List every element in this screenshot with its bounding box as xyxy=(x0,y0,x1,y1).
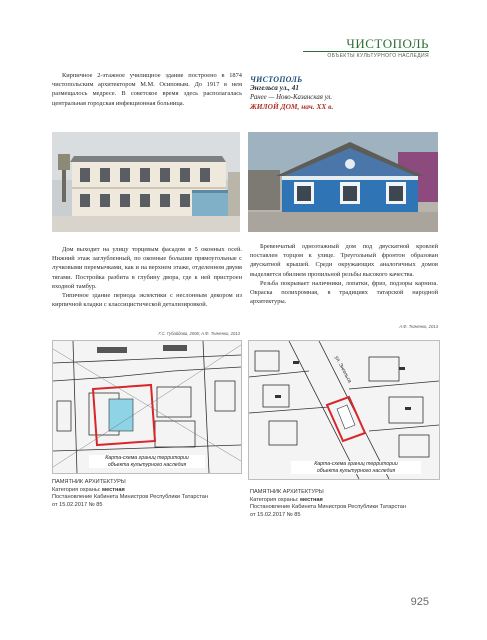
left-photo-credit: Г.С. Губайдова, 2006; А.Ф. Ткаченко, 2013 xyxy=(158,331,240,336)
right-decree-line-2: от 15.02.2017 № 85 xyxy=(250,511,301,518)
right-object-heading xyxy=(250,75,440,111)
right-building-photo xyxy=(248,132,438,232)
left-map-caption-line-1: Карта-схема границ территории xyxy=(105,455,189,461)
right-boundary-map xyxy=(248,340,440,480)
left-monument-info xyxy=(52,479,252,509)
left-description xyxy=(52,245,242,309)
right-description xyxy=(250,242,438,306)
left-intro-text xyxy=(52,71,242,108)
right-map-caption-line-1: Карта-схема границ территории xyxy=(314,461,398,467)
left-boundary-map xyxy=(52,340,242,474)
left-map-caption-line-2: объекта культурного наследия xyxy=(107,461,187,468)
page-number: 925 xyxy=(410,596,429,608)
wooden-house-image xyxy=(248,132,438,232)
right-category-label: Категория охраны: xyxy=(250,496,299,503)
right-address: Энгельса ул., 41 xyxy=(250,84,299,92)
left-description-paragraph-2: Типичное здание периода эклектики с неслонным декором из кирпичной кладки с классицистической детализировкой. xyxy=(52,292,242,309)
left-map-caption xyxy=(89,455,205,468)
right-map-caption xyxy=(291,461,421,474)
right-decree-line-1: Постановление Кабинета Министров Республики Татарстан xyxy=(250,504,406,511)
left-cadastral-map xyxy=(53,341,241,473)
right-map-caption-line-2: объекта культурного наследия xyxy=(316,467,396,474)
section-subtitle: ОБЪЕКТЫ КУЛЬТУРНОГО НАСЛЕДИЯ xyxy=(327,53,429,59)
left-building-photo xyxy=(52,132,240,232)
left-monument-type: ПАМЯТНИК АРХИТЕКТУРЫ xyxy=(52,479,126,485)
right-map-street-label: ул. Энгельса xyxy=(333,355,353,385)
header-divider xyxy=(303,51,429,52)
right-description-paragraph-2: Резьба покрывает наличники, лопатки, фриз, подзоры карниза. Окраска полихромная, в традициях татарской народной архитектуры. xyxy=(250,279,438,306)
left-decree-line-2: от 15.02.2017 № 85 xyxy=(52,501,103,508)
right-object-name: ЖИЛОЙ ДОМ, нач. XX в. xyxy=(250,102,334,111)
right-photo-credit: А.Ф. Ткаченко, 2013 xyxy=(399,324,438,329)
right-category-value: местная xyxy=(300,496,323,503)
right-protection-category xyxy=(250,497,450,505)
left-decree-line-1: Постановление Кабинета Министров Республики Татарстан xyxy=(52,494,208,501)
right-old-street-name: Ранее — Ново-Казанская ул. xyxy=(250,94,333,101)
brick-school-image xyxy=(52,132,240,232)
right-monument-info xyxy=(250,489,450,519)
right-monument-type: ПАМЯТНИК АРХИТЕКТУРЫ xyxy=(250,489,324,495)
left-category-label: Категория охраны: xyxy=(52,486,101,493)
right-city: ЧИСТОПОЛЬ xyxy=(250,75,303,84)
left-category-value: местная xyxy=(102,486,125,493)
left-description-paragraph-1: Дом выходит на улицу торцевым фасадом в 5 оконных осей. Нижний этаж заглубленный, по оконные большие прямоугольные с лучковыми перемычками, как и на верхнем этаже, отделенном двумя тягами. Постройка разбита в глубину двора, где к ней пристроен входной тамбур. xyxy=(52,246,242,290)
left-protection-category xyxy=(52,487,252,495)
section-title: ЧИСТОПОЛЬ xyxy=(346,36,429,51)
left-intro-paragraph: Кирпичное 2-этажное училищное здание построено в 1874 чистопольским архитектором М.М. Осиповым. До 1917 в нем размещалось медресе. В советское время здесь располагалась центральная городская инфекционная больница. xyxy=(52,72,242,107)
right-cadastral-map xyxy=(249,341,439,479)
right-description-paragraph-1: Бревенчатый одноэтажный дом под двускатной кровлей поставлен торцом к улице. Треугольный фронтон образован двускатной крышей. Среди окружающих аналогичных домов выделяется обилием пропильной резьбы высокого качества. xyxy=(250,243,438,278)
